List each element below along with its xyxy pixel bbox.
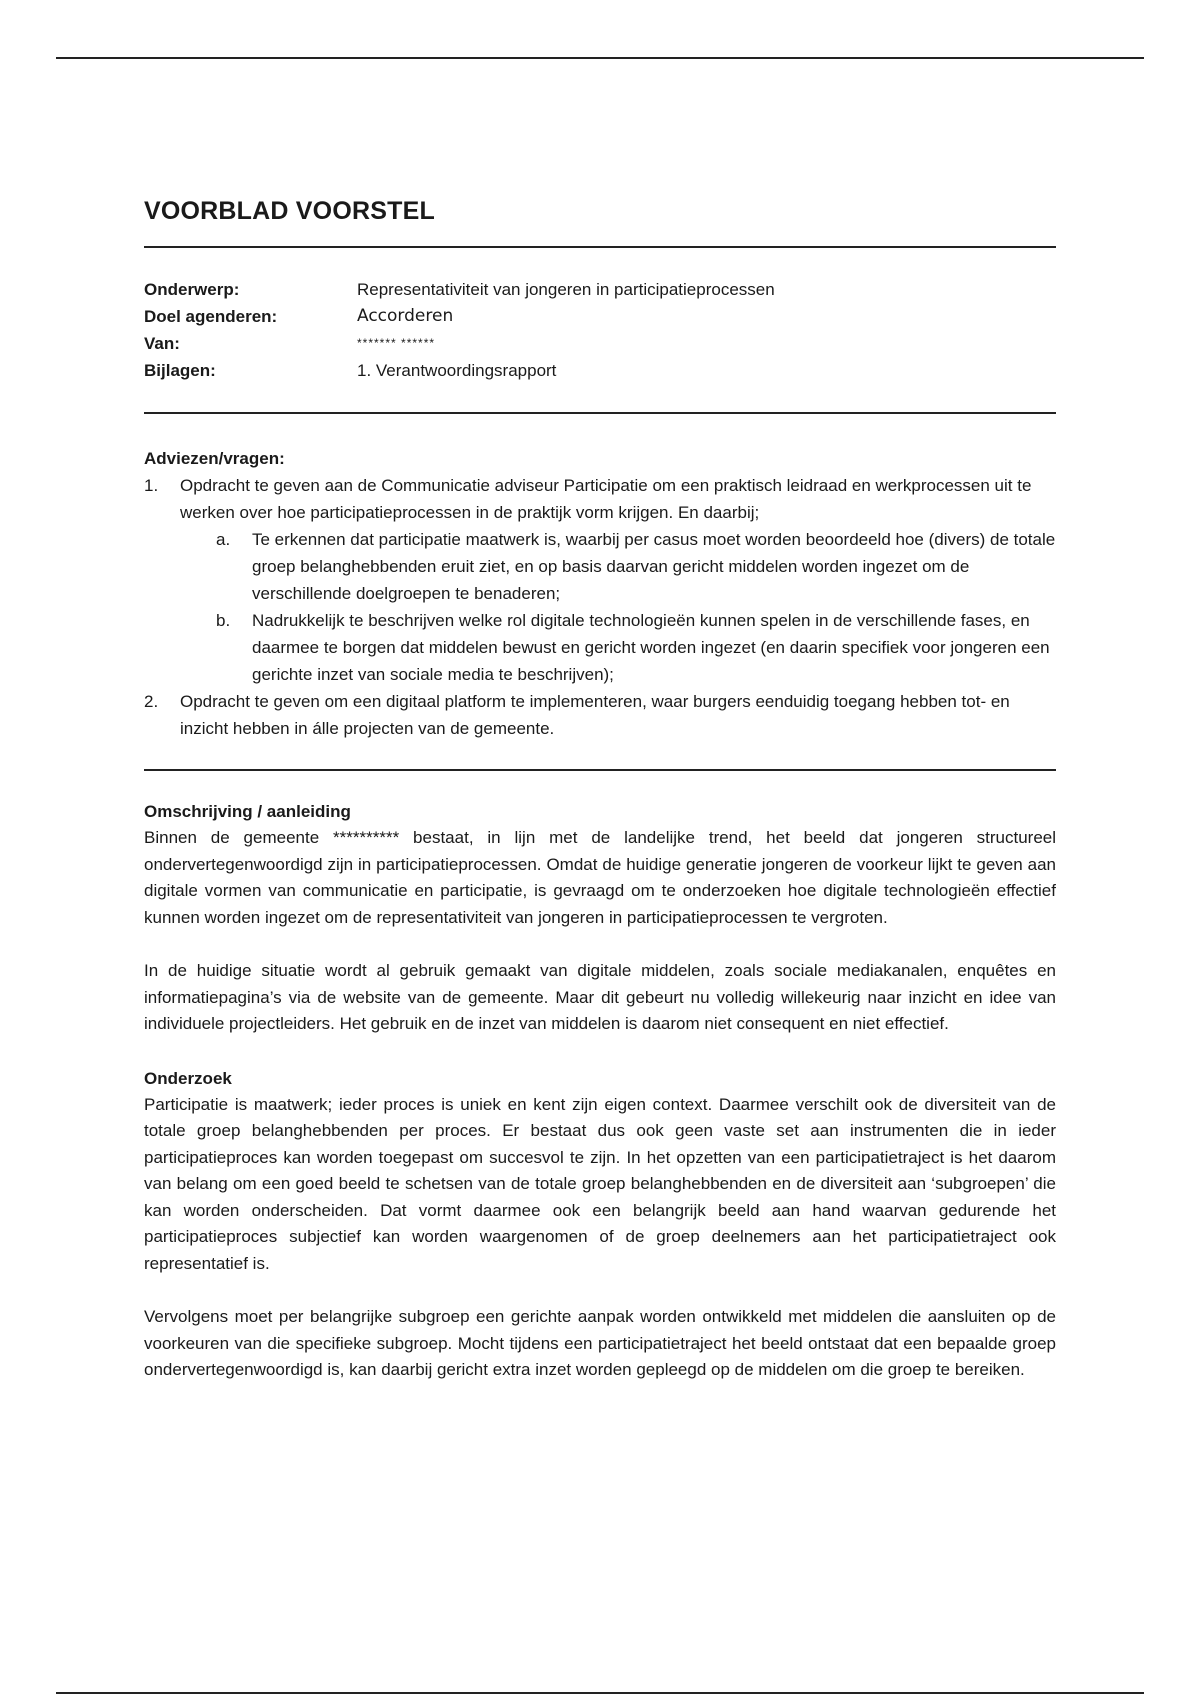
- page-bottom-rule: [56, 1692, 1144, 1694]
- description-paragraph-2: In de huidige situatie wordt al gebruik gemaakt van digitale middelen, zoals sociale mediakanalen, enquêtes en informatiepagina’s via de website van de gemeente. Maar dit gebeurt nu volledig willekeurig naar inzicht en idee van individuele projectleiders. Het gebruik en de inzet van middelen is daarom niet consequent en niet effectief.: [144, 961, 1056, 1033]
- attachments-label: Bijlagen:: [144, 361, 216, 380]
- subject-label: Onderwerp:: [144, 280, 240, 299]
- document-body: [144, 196, 1056, 1384]
- advice-item-1: [144, 472, 1056, 526]
- meta-row-subject: [144, 276, 1056, 303]
- research-paragraph-2: Vervolgens moet per belangrijke subgroep een gerichte aanpak worden ontwikkeld met middelen die aansluiten op de voorkeuren van die specifieke subgroep. Mocht tijdens een participatietraject het beeld ontstaat dat een bepaalde groep ondervertegenwoordigd is, kan daarbij gericht extra inzet worden gepleegd op de middelen om die groep te bereiken.: [144, 1307, 1056, 1379]
- research-section: [144, 1065, 1056, 1384]
- list-number: 2.: [144, 692, 159, 711]
- research-paragraph-1: Participatie is maatwerk; ieder proces is uniek en kent zijn eigen context. Daarmee verschilt ook de diversiteit van de totale groep belanghebbenden per proces. Er bestaat dus ook geen vaste set aan instrumenten die in ieder participatieproces kan worden toegepast om succesvol te zijn. In het opzetten van een participatietraject is het daarom van belang om een goed beeld te schetsen van de totale groep belanghebbenden en de diversiteit aan ‘subgroepen’ die kan worden onderscheiden. Dat vormt daarmee ook een belangrijk beeld aan hand waarvan gedurende het participatieproces subjectief kan worden waargenomen of de groep deelnemers aan het participatietraject ook representatief is.: [144, 1094, 1056, 1273]
- description-section: [144, 798, 1056, 1038]
- meta-table: [144, 276, 1056, 384]
- goal-value: Accorderen: [357, 306, 454, 326]
- list-number: 1.: [144, 476, 159, 495]
- advice-subitem-b: [216, 607, 1056, 688]
- description-heading: Omschrijving / aanleiding: [144, 802, 351, 821]
- advice-item-2: [144, 688, 1056, 742]
- sub-letter: a.: [216, 530, 231, 549]
- list-text: Opdracht te geven aan de Communicatie adviseur Participatie om een praktisch leidraad en werkprocessen uit te werken over hoe participatieprocessen in de praktijk vorm krijgen. En daarbij;: [180, 476, 1032, 522]
- meta-row-goal: [144, 303, 1056, 330]
- advice-divider: [144, 769, 1056, 771]
- goal-label: Doel agenderen:: [144, 307, 278, 326]
- meta-row-from: [144, 330, 1056, 357]
- meta-row-attachments: [144, 357, 1056, 384]
- list-text: Opdracht te geven om een digitaal platform te implementeren, waar burgers eenduidig toegang hebben tot- en inzicht hebben in álle projecten van de gemeente.: [180, 692, 1010, 738]
- advice-subitem-a: [216, 526, 1056, 607]
- title-divider: [144, 246, 1056, 248]
- description-paragraph-1: Binnen de gemeente ********** bestaat, in lijn met de landelijke trend, het beeld dat jongeren structureel ondervertegenwoordigd zijn in participatieprocessen. Omdat de huidige generatie jongeren de voorkeur lijkt te geven aan digitale vormen van communicatie en participatie, is gevraagd om te onderzoeken hoe digitale technologieën effectief kunnen worden ingezet om de representativiteit van jongeren in participatieprocessen te vergroten.: [144, 828, 1056, 927]
- research-heading: Onderzoek: [144, 1068, 232, 1088]
- subject-value: Representativiteit van jongeren in participatieprocessen: [357, 280, 775, 299]
- advice-heading: Adviezen/vragen:: [144, 449, 285, 468]
- from-value: ******* ******: [357, 336, 436, 350]
- advice-section: [144, 445, 1056, 742]
- sub-letter: b.: [216, 611, 231, 630]
- attachments-value: 1. Verantwoordingsrapport: [357, 361, 557, 380]
- sub-text: Nadrukkelijk te beschrijven welke rol digitale technologieën kunnen spelen in de verschillende fases, en daarmee te borgen dat middelen bewust en gericht worden ingezet (en daarin specifiek voor jongeren een gerichte inzet van sociale media te beschrijven);: [252, 611, 1050, 684]
- meta-divider: [144, 412, 1056, 414]
- sub-text: Te erkennen dat participatie maatwerk is, waarbij per casus moet worden beoordeeld hoe (divers) de totale groep belanghebbenden eruit ziet, en op basis daarvan gericht middelen worden ingezet om de verschillende doelgroepen te benaderen;: [252, 530, 1056, 603]
- from-label: Van:: [144, 334, 180, 353]
- document-title: VOORBLAD VOORSTEL: [144, 197, 435, 225]
- page-top-rule: [56, 57, 1144, 59]
